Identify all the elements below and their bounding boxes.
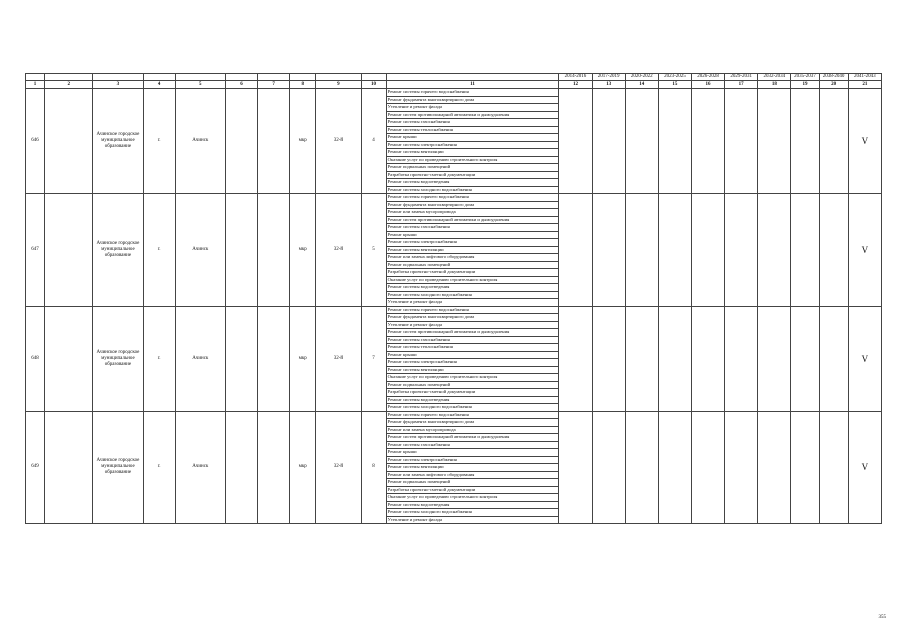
period-cell xyxy=(791,194,819,307)
building-cell: 4 xyxy=(361,89,386,194)
header-blank-cell xyxy=(45,74,93,81)
work-type-cell: Ремонт системы газоснабжения xyxy=(386,224,559,232)
period-cell xyxy=(758,194,791,307)
column-number-cell: 12 xyxy=(559,81,592,89)
blank-cell xyxy=(258,194,290,307)
column-number-cell: 7 xyxy=(258,81,290,89)
work-type-cell: Разработка проектно-сметной документации xyxy=(386,171,559,179)
work-type-cell: Ремонт системы теплоснабжения xyxy=(386,344,559,352)
column-number-cell: 13 xyxy=(592,81,625,89)
blank-cell xyxy=(258,306,290,411)
owner-cell: Ачинское городское муниципальное образование xyxy=(93,306,143,411)
period-cell xyxy=(725,194,758,307)
work-type-cell: Ремонт крыши xyxy=(386,351,559,359)
table-row xyxy=(26,194,882,202)
work-type-cell: Ремонт системы вентиляции xyxy=(386,149,559,157)
blank-cell xyxy=(225,411,257,524)
building-cell: 7 xyxy=(361,306,386,411)
settlement-cell: Ачинск xyxy=(175,194,225,307)
period-cell xyxy=(791,306,819,411)
period-mark-cell: V xyxy=(848,411,881,524)
table-row xyxy=(26,306,882,314)
work-type-cell: Ремонт подвальных помещений xyxy=(386,164,559,172)
header-blank-cell xyxy=(175,74,225,81)
page-number: 355 xyxy=(878,615,886,620)
header-blank-cell xyxy=(93,74,143,81)
work-type-cell: Ремонт фундамента многоквартирного дома xyxy=(386,419,559,427)
record-id-cell: 648 xyxy=(26,306,45,411)
column-number-cell: 2 xyxy=(45,81,93,89)
blank-cell xyxy=(225,306,257,411)
year-header-cell: 2017-2019 xyxy=(592,74,625,81)
work-type-cell: Ремонт системы вентиляции xyxy=(386,464,559,472)
work-type-cell: Ремонт крыши xyxy=(386,449,559,457)
work-type-cell: Ремонт систем противопожарной автоматики и дымоудаления xyxy=(386,216,559,224)
blank-cell xyxy=(225,89,257,194)
work-type-cell: Ремонт системы теплоснабжения xyxy=(386,126,559,134)
work-type-cell: Ремонт системы водоотведения xyxy=(386,396,559,404)
street-type-cell: мкр xyxy=(290,194,316,307)
work-type-cell: Утепление и ремонт фасада xyxy=(386,321,559,329)
blank-cell xyxy=(45,89,93,194)
year-header-cell: 2020-2022 xyxy=(625,74,658,81)
settlement-cell: Ачинск xyxy=(175,306,225,411)
work-type-cell: Разработка проектно-сметной документации xyxy=(386,389,559,397)
period-cell xyxy=(559,89,592,194)
blank-cell xyxy=(45,306,93,411)
work-type-cell: Ремонт системы горячего водоснабжения xyxy=(386,306,559,314)
period-cell xyxy=(691,306,724,411)
street-type-cell: мкр xyxy=(290,306,316,411)
year-header-cell: 2038-2040 xyxy=(819,74,848,81)
header-blank-cell xyxy=(225,74,257,81)
blank-cell xyxy=(45,194,93,307)
work-type-cell: Ремонт системы горячего водоснабжения xyxy=(386,89,559,97)
period-cell xyxy=(625,306,658,411)
column-number-cell: 18 xyxy=(758,81,791,89)
settlement-type-cell: г. xyxy=(143,411,175,524)
work-type-cell: Ремонт системы электроснабжения xyxy=(386,141,559,149)
settlement-type-cell: г. xyxy=(143,306,175,411)
year-header-cell: 2023-2025 xyxy=(658,74,691,81)
year-header-cell: 2035-2037 xyxy=(791,74,819,81)
period-cell xyxy=(819,194,848,307)
header-blank-cell xyxy=(386,74,559,81)
work-type-cell: Ремонт систем противопожарной автоматики и дымоудаления xyxy=(386,111,559,119)
period-cell xyxy=(592,89,625,194)
work-type-cell: Ремонт системы водоотведения xyxy=(386,179,559,187)
house-cell: 32-й xyxy=(316,89,361,194)
period-cell xyxy=(758,306,791,411)
building-cell: 5 xyxy=(361,194,386,307)
work-type-cell: Ремонт систем противопожарной автоматики и дымоудаления xyxy=(386,434,559,442)
settlement-cell: Ачинск xyxy=(175,89,225,194)
period-cell xyxy=(691,89,724,194)
work-type-cell: Ремонт систем противопожарной автоматики и дымоудаления xyxy=(386,329,559,337)
period-cell xyxy=(592,411,625,524)
work-type-cell: Утепление и ремонт фасада xyxy=(386,104,559,112)
column-number-cell: 8 xyxy=(290,81,316,89)
period-cell xyxy=(559,411,592,524)
work-type-cell: Разработка проектно-сметной документации xyxy=(386,269,559,277)
period-cell xyxy=(658,194,691,307)
period-cell xyxy=(725,89,758,194)
column-number-row xyxy=(26,81,882,89)
year-header-row xyxy=(26,74,882,81)
register-body xyxy=(26,74,882,524)
work-type-cell: Ремонт крыши xyxy=(386,134,559,142)
work-type-cell: Оказание услуг по проведению строительного контроля xyxy=(386,494,559,502)
work-type-cell: Оказание услуг по проведению строительного контроля xyxy=(386,156,559,164)
period-cell xyxy=(758,89,791,194)
period-cell xyxy=(625,411,658,524)
house-cell: 32-й xyxy=(316,411,361,524)
header-blank-cell xyxy=(316,74,361,81)
year-header-cell: 2041-2043 xyxy=(848,74,881,81)
column-number-cell: 3 xyxy=(93,81,143,89)
street-type-cell: мкр xyxy=(290,411,316,524)
column-number-cell: 21 xyxy=(848,81,881,89)
header-blank-cell xyxy=(26,74,45,81)
work-type-cell: Ремонт системы газоснабжения xyxy=(386,441,559,449)
period-cell xyxy=(725,306,758,411)
period-cell xyxy=(819,306,848,411)
work-type-cell: Ремонт или замена мусоропровода xyxy=(386,426,559,434)
column-number-cell: 15 xyxy=(658,81,691,89)
settlement-type-cell: г. xyxy=(143,194,175,307)
work-type-cell: Ремонт системы холодного водоснабжения xyxy=(386,291,559,299)
period-cell xyxy=(819,89,848,194)
blank-cell xyxy=(45,411,93,524)
record-id-cell: 649 xyxy=(26,411,45,524)
period-cell xyxy=(592,194,625,307)
period-cell xyxy=(791,411,819,524)
work-type-cell: Ремонт фундамента многоквартирного дома xyxy=(386,201,559,209)
year-header-cell: 2026-2028 xyxy=(691,74,724,81)
settlement-cell: Ачинск xyxy=(175,411,225,524)
column-number-cell: 4 xyxy=(143,81,175,89)
header-blank-cell xyxy=(290,74,316,81)
work-type-cell: Ремонт крыши xyxy=(386,231,559,239)
period-cell xyxy=(559,306,592,411)
work-type-cell: Ремонт подвальных помещений xyxy=(386,381,559,389)
table-row xyxy=(26,411,882,419)
owner-cell: Ачинское городское муниципальное образование xyxy=(93,411,143,524)
work-type-cell: Ремонт системы холодного водоснабжения xyxy=(386,509,559,517)
year-header-cell: 2014-2016 xyxy=(559,74,592,81)
column-number-cell: 9 xyxy=(316,81,361,89)
period-cell xyxy=(819,411,848,524)
period-mark-cell: V xyxy=(848,89,881,194)
work-type-cell: Ремонт системы электроснабжения xyxy=(386,239,559,247)
column-number-cell: 1 xyxy=(26,81,45,89)
work-type-cell: Утепление и ремонт фасада xyxy=(386,299,559,307)
header-blank-cell xyxy=(258,74,290,81)
period-cell xyxy=(658,306,691,411)
work-type-cell: Ремонт фундамента многоквартирного дома xyxy=(386,314,559,322)
header-blank-cell xyxy=(143,74,175,81)
record-id-cell: 647 xyxy=(26,194,45,307)
column-number-cell: 17 xyxy=(725,81,758,89)
period-cell xyxy=(691,411,724,524)
period-cell xyxy=(625,89,658,194)
house-cell: 32-й xyxy=(316,306,361,411)
period-cell xyxy=(625,194,658,307)
header-blank-cell xyxy=(361,74,386,81)
work-type-cell: Утепление и ремонт фасада xyxy=(386,516,559,524)
record-id-cell: 646 xyxy=(26,89,45,194)
work-type-cell: Ремонт или замена лифтового оборудования xyxy=(386,471,559,479)
period-cell xyxy=(658,411,691,524)
work-type-cell: Ремонт системы электроснабжения xyxy=(386,456,559,464)
period-cell xyxy=(758,411,791,524)
period-cell xyxy=(725,411,758,524)
column-number-cell: 19 xyxy=(791,81,819,89)
work-type-cell: Ремонт или замена мусоропровода xyxy=(386,209,559,217)
column-number-cell: 5 xyxy=(175,81,225,89)
owner-cell: Ачинское городское муниципальное образование xyxy=(93,194,143,307)
house-cell: 32-й xyxy=(316,194,361,307)
work-type-cell: Ремонт или замена лифтового оборудования xyxy=(386,254,559,262)
street-type-cell: мкр xyxy=(290,89,316,194)
work-type-cell: Ремонт подвальных помещений xyxy=(386,261,559,269)
column-number-cell: 14 xyxy=(625,81,658,89)
table-row xyxy=(26,89,882,97)
owner-cell: Ачинское городское муниципальное образование xyxy=(93,89,143,194)
blank-cell xyxy=(258,89,290,194)
year-header-cell: 2032-2034 xyxy=(758,74,791,81)
period-cell xyxy=(691,194,724,307)
work-type-cell: Ремонт системы водоотведения xyxy=(386,284,559,292)
year-header-cell: 2029-2031 xyxy=(725,74,758,81)
work-type-cell: Ремонт системы газоснабжения xyxy=(386,336,559,344)
register-table xyxy=(25,73,882,524)
building-cell: 8 xyxy=(361,411,386,524)
column-number-cell: 11 xyxy=(386,81,559,89)
work-type-cell: Ремонт системы горячего водоснабжения xyxy=(386,194,559,202)
blank-cell xyxy=(225,194,257,307)
blank-cell xyxy=(258,411,290,524)
work-type-cell: Ремонт системы холодного водоснабжения xyxy=(386,404,559,412)
work-type-cell: Ремонт системы горячего водоснабжения xyxy=(386,411,559,419)
period-cell xyxy=(791,89,819,194)
column-number-cell: 10 xyxy=(361,81,386,89)
work-type-cell: Ремонт подвальных помещений xyxy=(386,479,559,487)
work-type-cell: Ремонт фундамента многоквартирного дома xyxy=(386,96,559,104)
work-type-cell: Ремонт системы газоснабжения xyxy=(386,119,559,127)
settlement-type-cell: г. xyxy=(143,89,175,194)
period-mark-cell: V xyxy=(848,194,881,307)
work-type-cell: Ремонт системы вентиляции xyxy=(386,366,559,374)
work-type-cell: Ремонт системы холодного водоснабжения xyxy=(386,186,559,194)
period-cell xyxy=(592,306,625,411)
period-cell xyxy=(658,89,691,194)
column-number-cell: 20 xyxy=(819,81,848,89)
column-number-cell: 16 xyxy=(691,81,724,89)
period-cell xyxy=(559,194,592,307)
work-type-cell: Оказание услуг по проведению строительного контроля xyxy=(386,374,559,382)
work-type-cell: Оказание услуг по проведению строительного контроля xyxy=(386,276,559,284)
work-type-cell: Разработка проектно-сметной документации xyxy=(386,486,559,494)
work-type-cell: Ремонт системы электроснабжения xyxy=(386,359,559,367)
work-type-cell: Ремонт системы вентиляции xyxy=(386,246,559,254)
period-mark-cell: V xyxy=(848,306,881,411)
work-type-cell: Ремонт системы водоотведения xyxy=(386,501,559,509)
column-number-cell: 6 xyxy=(225,81,257,89)
